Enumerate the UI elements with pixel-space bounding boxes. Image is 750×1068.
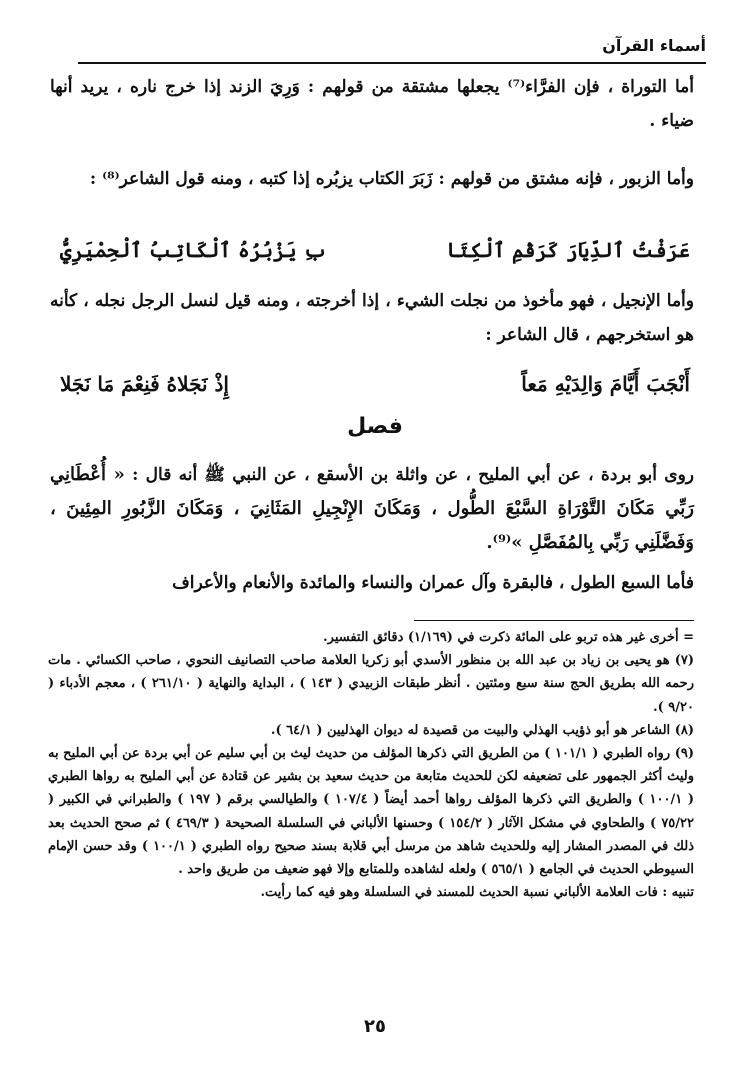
paragraph-hadith — [50, 458, 694, 560]
paragraph-zabur-text: وأما الزبور ، فإنه مشتق من قولهم : زَبَرَ الكتاب يزبُره إذا كتبه ، ومنه قول الشاعر⁽⁸⁾ : — [89, 169, 694, 189]
paragraph-seven-long — [50, 566, 694, 600]
page-number: ٢٥ — [364, 1016, 386, 1037]
paragraph-zabur — [50, 162, 694, 196]
footnote-8: (٨) الشاعر هو أبو ذؤيب الهذلي والبيت من قصيدة له ديوان الهذليين ( ٦٤/١ ). — [270, 722, 694, 738]
paragraph-hadith-text — [50, 458, 694, 560]
header-rule — [78, 62, 706, 64]
paragraph-seven-long-text: فأما السبع الطول ، فالبقرة وآل عمران والنساء والمائدة والأنعام والأعراف — [172, 573, 694, 593]
footnote-continuation: = أخرى غير هذه تربو على المائة ذكرت في (١/١٦٩) دقائق التفسير. — [323, 630, 694, 645]
running-header — [78, 36, 706, 60]
footnote-separator — [414, 620, 694, 621]
hadith-intro: روى أبو بردة ، عن أبي المليح ، عن واثلة بن الأسقع ، عن النبي ﷺ أنه قال : — [124, 465, 694, 485]
paragraph-injil-text: وأما الإنجيل ، فهو مأخوذ من نجلت الشيء ، إذا أخرجته ، ومنه قيل لنسل الرجل نجله ، كأنه هو استخرجهم ، قال الشاعر : — [50, 291, 694, 345]
footnote-9: (٩) رواه الطبري ( ١٠١/١ ) من الطريق التي ذكرها المؤلف من حديث ليث بن أبي سليم عن أبي بردة عن أبي المليح به وليث أكثر الجمهور على تضعيفه لكن للحديث متابعة من حديث سعيد بن بشير عن قتادة عن أبي المليح به رواها الطبري ( ١٠٠/١ ) والطريق التي ذكرها المؤلف رواها أحمد أيضاً ( ١٠٧/٤ ) والطيالسي برقم ( ١٩٧ ) والطبراني في الكبير ( ٧٥/٢٢ ) والطحاوي في مشكل الآثار ( ١٥٤/٢ ) وحسنها الألباني في السلسلة الصحيحة ( ٤٦٩/٣ ) ثم صحح الحديث بعد ذلك في المصدر المشار إليه وللحديث شاهد من مرسل أبي قلابة بسند صحيح رواه الطبري ( ١٠٠/١ ) وقد حسن الإمام السيوطي الحديث في الجامع ( ٥٦٥/١ ) ولعله لشاهده وللمتابع وإلا فهو ضعيف من طريق واحد . — [48, 746, 694, 878]
paragraph-torah-text: أما التوراة ، فإن الفرَّاء⁽⁷⁾ يجعلها مشتقة من قولهم : وَرِيَ الزند إذا خرج ناره ، يريد أنها ضياء . — [50, 77, 694, 131]
footnote-7: (٧) هو يحيى بن زياد بن عبد الله بن منظور الأسدي أبو زكريا العلامة صاحب التصانيف النحوي ، صاحب الكسائي . مات رحمه الله بطريق الحج سنة سبع ومئتين . أنظر طبقات الزبيدي ( ١٤٣ ) ، البداية والنهاية ( ٢٦١/١٠ ) ، معجم الأدباء ( ٩/٢٠ ). — [48, 653, 694, 715]
section-title: فصل — [347, 414, 403, 439]
paragraph-torah — [50, 70, 694, 138]
verse-zabur-second-hemistich: بِ يَزْبُرُهُ ٱلْكَاتِبُ ٱلْحِمْيَرِيُّ — [60, 238, 327, 262]
verse-injil-first-hemistich: أَنْجَبَ أَيَّامَ وَالِدَيْهِ مَعاً — [521, 372, 690, 396]
hadith-quote: « أُعْطَانِي رَبِّي مَكَانَ التَّوْرَاةِ السَّبْعَ الطُّول ، وَمَكَانَ الإِنْجِيلِ المَثَانِيَ ، وَمَكَانَ الزَّبُورِ المِئِينَ ، وَفَضَّلَنِي رَبِّي بِالمُفَصَّلِ »⁽⁹⁾. — [50, 464, 694, 553]
footnote-note: تنبيه : فات العلامة الألباني نسبة الحديث للمسند في السلسلة وهو فيه كما رأيت. — [260, 885, 694, 901]
verse-injil-second-hemistich: إِذْ نَجَلاهُ فَنِعْمَ مَا نَجَلا — [60, 372, 229, 396]
paragraph-injil — [50, 284, 694, 352]
verse-zabur-first-hemistich: عَرَفْتُ ٱلدِّيَارَ كَرَقْمِ ٱلْكِتَا — [446, 238, 690, 262]
footnotes — [48, 626, 694, 904]
header-title: أسماء القرآن — [602, 36, 706, 55]
